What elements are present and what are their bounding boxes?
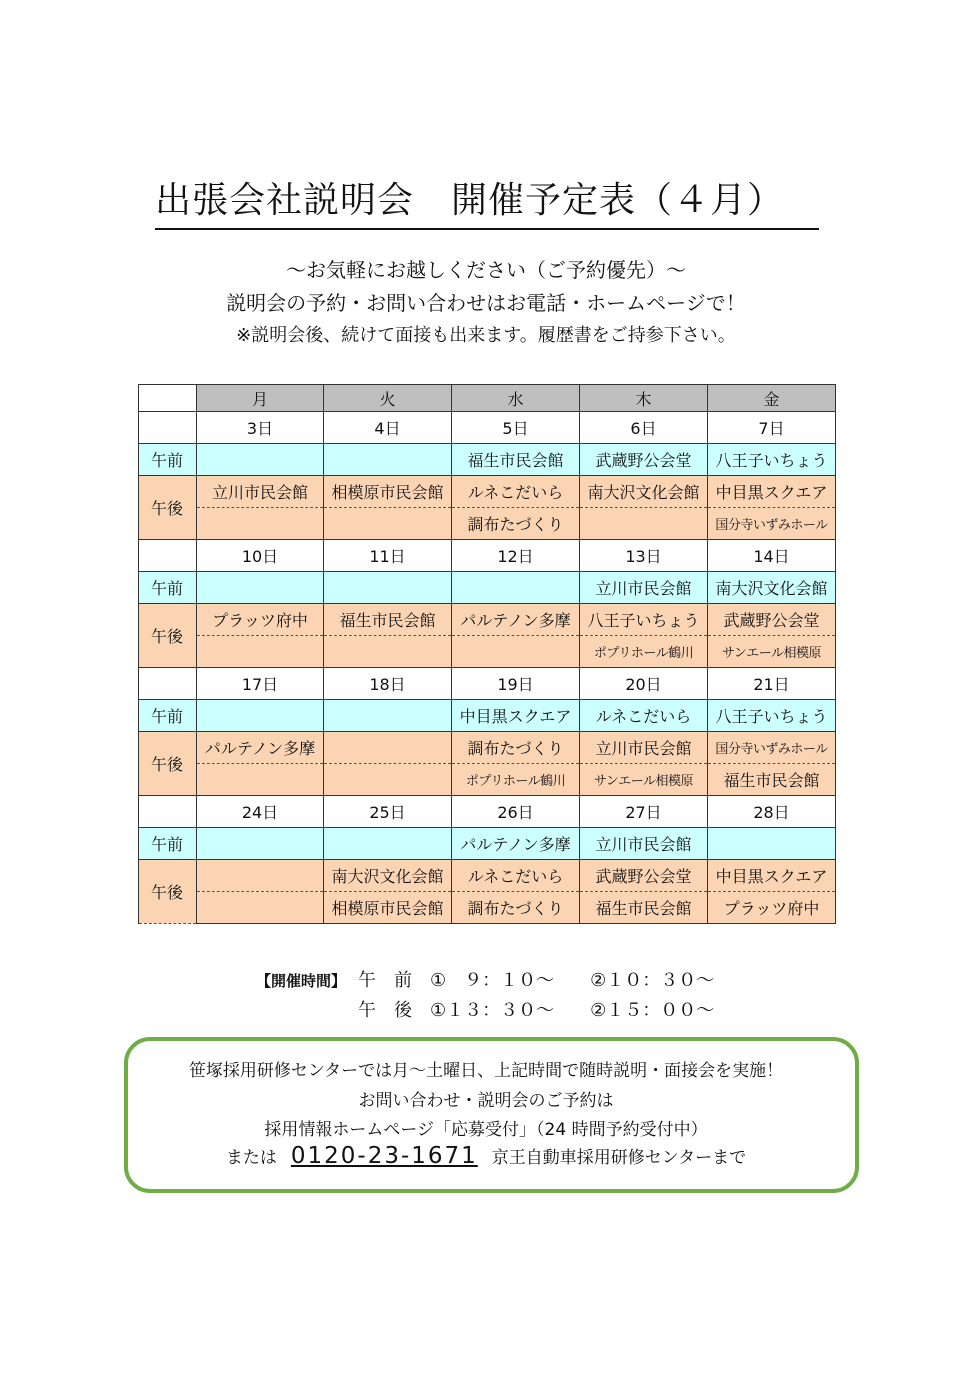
am-label: 午前	[139, 444, 197, 476]
venue-cell	[452, 636, 580, 668]
venue-cell: 相模原市民会館	[324, 892, 452, 924]
date-row	[139, 668, 836, 700]
venue-cell: 南大沢文化会館	[708, 572, 836, 604]
pm-row-2	[139, 508, 836, 540]
pm-label: 午後	[139, 732, 197, 796]
venue-cell	[197, 636, 324, 668]
contact-line-4	[0, 1143, 972, 1169]
date-cell: 17日	[197, 668, 324, 700]
venue-cell: 八王子いちょう	[580, 604, 708, 636]
pm-row-2	[139, 764, 836, 796]
venue-cell: 福生市民会館	[452, 444, 580, 476]
date-row	[139, 412, 836, 444]
am-row	[139, 572, 836, 604]
venue-cell	[324, 444, 452, 476]
venue-cell	[324, 700, 452, 732]
time-am-row	[256, 966, 714, 992]
venue-cell	[197, 572, 324, 604]
venue-cell: 立川市民会館	[580, 828, 708, 860]
phone-number[interactable]: 0120-23-1671	[290, 1143, 478, 1169]
schedule-table	[138, 384, 836, 924]
venue-cell	[197, 508, 324, 540]
subtitle-line-2: 説明会の予約・お問い合わせはお電話・ホームページで！	[226, 291, 746, 315]
venue-cell: 立川市民会館	[197, 476, 324, 508]
contact-line-2: お問い合わせ・説明会のご予約は	[358, 1091, 614, 1111]
time-am: 午 前 ① ９：１０～ ②１０：３０～	[358, 970, 715, 991]
venue-cell	[324, 508, 452, 540]
subtitle-line-3: ※説明会後、続けて面接も出来ます。履歴書をご持参下さい。	[236, 325, 736, 346]
pm-label: 午後	[139, 604, 197, 668]
venue-cell: プラッツ府中	[197, 604, 324, 636]
venue-cell: パルテノン多摩	[452, 828, 580, 860]
venue-cell	[324, 828, 452, 860]
page-title: 出張会社説明会 開催予定表（４月）	[155, 178, 819, 230]
venue-cell: 調布たづくり	[452, 892, 580, 924]
or-label: または	[225, 1148, 277, 1168]
venue-cell: 中目黒スクエア	[708, 476, 836, 508]
venue-cell	[708, 828, 836, 860]
day-header: 木	[580, 385, 708, 412]
venue-cell: プラッツ府中	[708, 892, 836, 924]
date-cell: 27日	[580, 796, 708, 828]
contact-line-1: 笹塚採用研修センターでは月～土曜日、上記時間で随時説明・面接会を実施！	[188, 1061, 784, 1081]
venue-cell: サンエール相模原	[708, 636, 836, 668]
corner-cell	[139, 385, 197, 412]
venue-cell	[324, 764, 452, 796]
venue-cell: ルネこだいら	[452, 476, 580, 508]
am-label: 午前	[139, 828, 197, 860]
venue-cell: 南大沢文化会館	[324, 860, 452, 892]
date-cell: 26日	[452, 796, 580, 828]
venue-cell: 中目黒スクエア	[452, 700, 580, 732]
venue-cell: 八王子いちょう	[708, 700, 836, 732]
venue-cell: ポプリホール鶴川	[452, 764, 580, 796]
pm-row	[139, 732, 836, 764]
pm-row-2	[139, 636, 836, 668]
day-header: 金	[708, 385, 836, 412]
contact-line-3: 採用情報ホームページ「応募受付」（24 時間予約受付中）	[264, 1120, 708, 1140]
venue-cell	[197, 764, 324, 796]
venue-cell: 南大沢文化会館	[580, 476, 708, 508]
venue-cell: ルネこだいら	[580, 700, 708, 732]
venue-cell: 武蔵野公会堂	[580, 444, 708, 476]
venue-cell: 中目黒スクエア	[708, 860, 836, 892]
venue-cell: 国分寺いずみホール	[708, 732, 836, 764]
date-cell: 28日	[708, 796, 836, 828]
venue-cell	[324, 572, 452, 604]
venue-cell	[197, 444, 324, 476]
venue-cell: パルテノン多摩	[452, 604, 580, 636]
venue-cell: 調布たづくり	[452, 732, 580, 764]
date-row	[139, 540, 836, 572]
date-cell: 3日	[197, 412, 324, 444]
date-cell: 10日	[197, 540, 324, 572]
time-pm: 午 後 ①１３：３０～ ②１５：００～	[358, 1000, 715, 1021]
am-row	[139, 828, 836, 860]
pm-row-2	[139, 892, 836, 924]
venue-cell: 立川市民会館	[580, 732, 708, 764]
date-cell: 6日	[580, 412, 708, 444]
venue-cell: 国分寺いずみホール	[708, 508, 836, 540]
corner-cell	[139, 796, 197, 828]
date-cell: 19日	[452, 668, 580, 700]
venue-cell: 福生市民会館	[324, 604, 452, 636]
venue-cell	[197, 892, 324, 924]
venue-cell: 武蔵野公会堂	[580, 860, 708, 892]
date-row	[139, 796, 836, 828]
venue-cell: 立川市民会館	[580, 572, 708, 604]
pm-label: 午後	[139, 860, 197, 924]
venue-cell	[324, 732, 452, 764]
am-label: 午前	[139, 700, 197, 732]
date-cell: 14日	[708, 540, 836, 572]
date-cell: 11日	[324, 540, 452, 572]
corner-cell	[139, 668, 197, 700]
pm-row	[139, 860, 836, 892]
date-cell: 18日	[324, 668, 452, 700]
venue-cell	[197, 860, 324, 892]
date-cell: 7日	[708, 412, 836, 444]
date-cell: 20日	[580, 668, 708, 700]
day-header: 水	[452, 385, 580, 412]
venue-cell: 調布たづくり	[452, 508, 580, 540]
am-row	[139, 444, 836, 476]
subtitle-line-1: ～お気軽にお越しください（ご予約優先）～	[286, 258, 686, 282]
corner-cell	[139, 540, 197, 572]
venue-cell: 武蔵野公会堂	[708, 604, 836, 636]
am-label: 午前	[139, 572, 197, 604]
venue-cell: サンエール相模原	[580, 764, 708, 796]
day-header: 火	[324, 385, 452, 412]
day-header-row	[139, 385, 836, 412]
contact-line-4-tail: 京王自動車採用研修センターまで	[491, 1148, 747, 1168]
pm-row	[139, 604, 836, 636]
venue-cell: 福生市民会館	[580, 892, 708, 924]
pm-label: 午後	[139, 476, 197, 540]
venue-cell	[580, 508, 708, 540]
pm-row	[139, 476, 836, 508]
venue-cell: ルネこだいら	[452, 860, 580, 892]
venue-cell: 相模原市民会館	[324, 476, 452, 508]
venue-cell: 福生市民会館	[708, 764, 836, 796]
date-cell: 13日	[580, 540, 708, 572]
date-cell: 12日	[452, 540, 580, 572]
date-cell: 25日	[324, 796, 452, 828]
corner-cell	[139, 412, 197, 444]
time-pm-row	[256, 996, 714, 1022]
date-cell: 4日	[324, 412, 452, 444]
time-label: 【開催時間】	[256, 972, 347, 990]
venue-cell: パルテノン多摩	[197, 732, 324, 764]
venue-cell: ポプリホール鶴川	[580, 636, 708, 668]
date-cell: 24日	[197, 796, 324, 828]
venue-cell: 八王子いちょう	[708, 444, 836, 476]
date-cell: 5日	[452, 412, 580, 444]
venue-cell	[197, 828, 324, 860]
venue-cell	[324, 636, 452, 668]
venue-cell	[197, 700, 324, 732]
day-header: 月	[197, 385, 324, 412]
am-row	[139, 700, 836, 732]
venue-cell	[452, 572, 580, 604]
date-cell: 21日	[708, 668, 836, 700]
